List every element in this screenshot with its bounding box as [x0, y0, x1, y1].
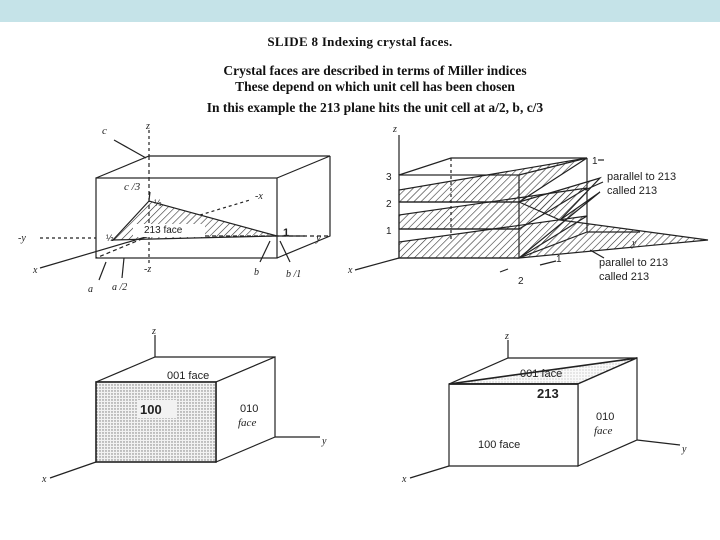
fig4-z-label: z: [505, 331, 509, 342]
fig4-010-label: 010: [596, 411, 615, 423]
fig2-z-label: z: [393, 124, 397, 135]
fig4-100-face-label: 100 face: [478, 439, 521, 451]
figure-213-plane-intercepts: [40, 130, 330, 280]
fig2-parallel-label-1: parallel to 213: [607, 171, 677, 183]
fig1-c-bottom-label: a: [88, 284, 93, 295]
figure-100-face: [50, 335, 320, 478]
fig1-c3-label: c /3: [124, 181, 141, 193]
figure-213-face: [410, 340, 680, 478]
fig2-y-label: y: [632, 238, 637, 249]
fig1-x-label: x: [33, 265, 38, 276]
fig3-010-label: 010: [240, 403, 259, 415]
fig1-b-label: b: [254, 267, 259, 278]
fig2-two-label: 2: [386, 199, 392, 210]
figure-stacked-213-planes: [355, 135, 708, 272]
slide-title: SLIDE 8 Indexing crystal faces.: [267, 34, 453, 49]
intro-line-2: These depend on which unit cell has been chosen: [235, 79, 515, 94]
fig3-x-label: x: [42, 474, 47, 485]
fig4-y-label: y: [682, 444, 687, 455]
fig3-z-label: z: [152, 326, 156, 337]
fig2-called-label-1: called 213: [607, 185, 658, 197]
intro-line-1: Crystal faces are described in terms of Miller indices: [223, 63, 527, 78]
fig2-called-label-2: called 213: [599, 271, 650, 283]
fig1-half-label: ½: [106, 233, 114, 243]
fig1-y-label: y: [316, 232, 321, 244]
fig1-minus-z-label: -z: [144, 264, 152, 275]
fig4-213-label: 213: [537, 386, 559, 401]
fig1-minus-y-label: -y: [18, 233, 26, 244]
fig1-third-label: ⅓: [154, 198, 162, 208]
fig4-face-label: face: [594, 425, 613, 437]
fig3-y-label: y: [322, 436, 327, 447]
fig1-c-label: c: [102, 125, 107, 137]
fig1-a2-label: a /2: [112, 282, 128, 293]
fig1-b1-label: b /1: [286, 269, 302, 280]
fig3-100-label: 100: [140, 402, 162, 417]
fig2-x-label: x: [348, 265, 353, 276]
intro-line-3: In this example the 213 plane hits the unit cell at a/2, b, c/3: [206, 100, 544, 115]
fig1-one-label: 1: [283, 227, 290, 239]
fig2-bottom-two-label: 2: [518, 276, 524, 287]
fig1-face-label: 213 face: [144, 225, 183, 236]
fig2-top-one-label: 1: [592, 156, 598, 167]
fig1-minus-x-label: -x: [255, 191, 263, 202]
fig2-one-label: 1: [386, 226, 392, 237]
fig1-z-label: z: [146, 121, 150, 132]
fig3-face-label: face: [238, 417, 257, 429]
fig2-bottom-one-label: 1: [556, 254, 562, 265]
fig2-three-label: 3: [386, 172, 392, 183]
fig4-x-label: x: [402, 474, 407, 485]
fig2-parallel-label-2: parallel to 213: [599, 257, 669, 269]
fig4-001-face-label: 001 face: [520, 368, 563, 380]
fig3-001-face-label: 001 face: [167, 370, 210, 382]
